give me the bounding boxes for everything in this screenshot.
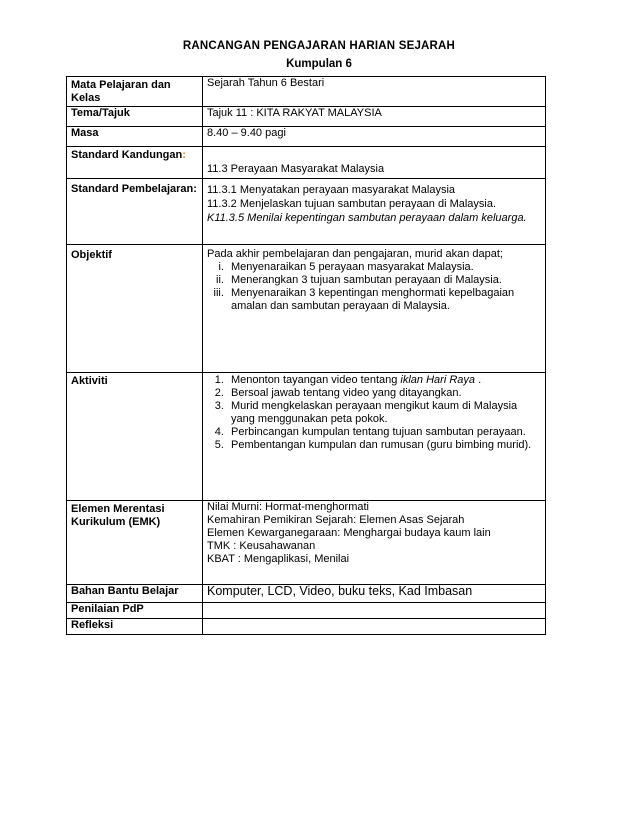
aktiviti-item: 5. Pembentangan kumpulan dan rumusan (guru bimbing murid). bbox=[227, 439, 541, 452]
value-emk bbox=[203, 501, 546, 585]
label-aktiviti: Aktiviti bbox=[67, 373, 203, 501]
label-penilaian: Penilaian PdP bbox=[67, 603, 203, 619]
row-masa bbox=[67, 127, 546, 147]
sp-line-2: 11.3.2 Menjelaskan tujuan sambutan perayaan di Malaysia. bbox=[207, 198, 497, 210]
value-penilaian bbox=[203, 603, 546, 619]
objektif-item: ii. Menerangkan 3 tujuan sambutan perayaan di Malaysia. bbox=[227, 274, 541, 287]
value-bbb: Komputer, LCD, Video, buku teks, Kad Imbasan bbox=[203, 585, 546, 603]
aktiviti-item-end: . bbox=[475, 374, 482, 386]
objektif-list bbox=[207, 261, 541, 313]
aktiviti-item: 4. Perbincangan kumpulan tentang tujuan sambutan perayaan. bbox=[227, 426, 541, 439]
emk-line: Elemen Kewarganegaraan: Menghargai budaya kaum lain bbox=[207, 527, 491, 539]
emk-line: TMK : Keusahawanan bbox=[207, 540, 316, 552]
label-masa: Masa bbox=[67, 127, 203, 147]
row-bbb bbox=[67, 585, 546, 603]
label-emk: Elemen Merentasi Kurikulum (EMK) bbox=[67, 501, 203, 585]
emk-line: Nilai Murni: Hormat-menghormati bbox=[207, 501, 369, 513]
aktiviti-item bbox=[227, 374, 541, 387]
row-refleksi bbox=[67, 619, 546, 635]
group-subtitle: Kumpulan 6 bbox=[286, 58, 352, 70]
row-objektif bbox=[67, 245, 546, 373]
emk-line: Kemahiran Pemikiran Sejarah: Elemen Asas Sejarah bbox=[207, 514, 465, 526]
aktiviti-item: 3. Murid mengkelaskan perayaan mengikut kaum di Malaysia yang menggunakan peta pokok. bbox=[227, 400, 541, 426]
standard-kandungan-text: Standard Kandungan bbox=[71, 149, 183, 161]
label-bbb: Bahan Bantu Belajar bbox=[67, 585, 203, 603]
row-aktiviti bbox=[67, 373, 546, 501]
label-standard-kandungan bbox=[67, 147, 203, 179]
label-refleksi: Refleksi bbox=[67, 619, 203, 635]
label-standard-pembelajaran: Standard Pembelajaran: bbox=[67, 179, 203, 245]
emk-line: KBAT : Mengaplikasi, Menilai bbox=[207, 553, 350, 565]
value-objektif bbox=[203, 245, 546, 373]
aktiviti-list bbox=[207, 374, 541, 452]
label-tema: Tema/Tajuk bbox=[67, 107, 203, 127]
label-mata-pelajaran: Mata Pelajaran dan Kelas bbox=[67, 77, 203, 107]
objektif-item: iii. Menyenaraikan 3 kepentingan menghormati kepelbagaian amalan dan sambutan perayaan di Malaysia. bbox=[227, 287, 541, 313]
sp-line-1: 11.3.1 Menyatakan perayaan masyarakat Malaysia bbox=[207, 184, 456, 196]
value-tema: Tajuk 11 : KITA RAKYAT MALAYSIA bbox=[203, 107, 546, 127]
value-masa: 8.40 – 9.40 pagi bbox=[203, 127, 546, 147]
value-aktiviti bbox=[203, 373, 546, 501]
objektif-intro: Pada akhir pembelajaran dan pengajaran, murid akan dapat; bbox=[207, 248, 503, 260]
objektif-item: i. Menyenaraikan 5 perayaan masyarakat Malaysia. bbox=[227, 261, 541, 274]
row-penilaian bbox=[67, 603, 546, 619]
value-standard-kandungan bbox=[203, 147, 546, 179]
value-refleksi bbox=[203, 619, 546, 635]
row-mata-pelajaran bbox=[67, 77, 546, 107]
standard-kandungan-value: 11.3 Perayaan Masyarakat Malaysia bbox=[207, 163, 385, 175]
value-mata-pelajaran: Sejarah Tahun 6 Bestari bbox=[203, 77, 546, 107]
row-standard-pembelajaran bbox=[67, 179, 546, 245]
sp-line-3: K11.3.5 Menilai kepentingan sambutan perayaan dalam keluarga. bbox=[207, 212, 527, 224]
lesson-plan-table bbox=[66, 76, 546, 635]
aktiviti-item: 2. Bersoal jawab tentang video yang ditayangkan. bbox=[227, 387, 541, 400]
aktiviti-item-italic: iklan Hari Raya bbox=[400, 374, 476, 386]
row-standard-kandungan bbox=[67, 147, 546, 179]
row-tema bbox=[67, 107, 546, 127]
page-title: RANCANGAN PENGAJARAN HARIAN SEJARAH bbox=[182, 40, 456, 52]
label-objektif: Objektif bbox=[67, 245, 203, 373]
aktiviti-item-text: Menonton tayangan video tentang bbox=[231, 374, 401, 386]
value-standard-pembelajaran bbox=[203, 179, 546, 245]
row-emk bbox=[67, 501, 546, 585]
standard-kandungan-colon: : bbox=[182, 149, 186, 161]
